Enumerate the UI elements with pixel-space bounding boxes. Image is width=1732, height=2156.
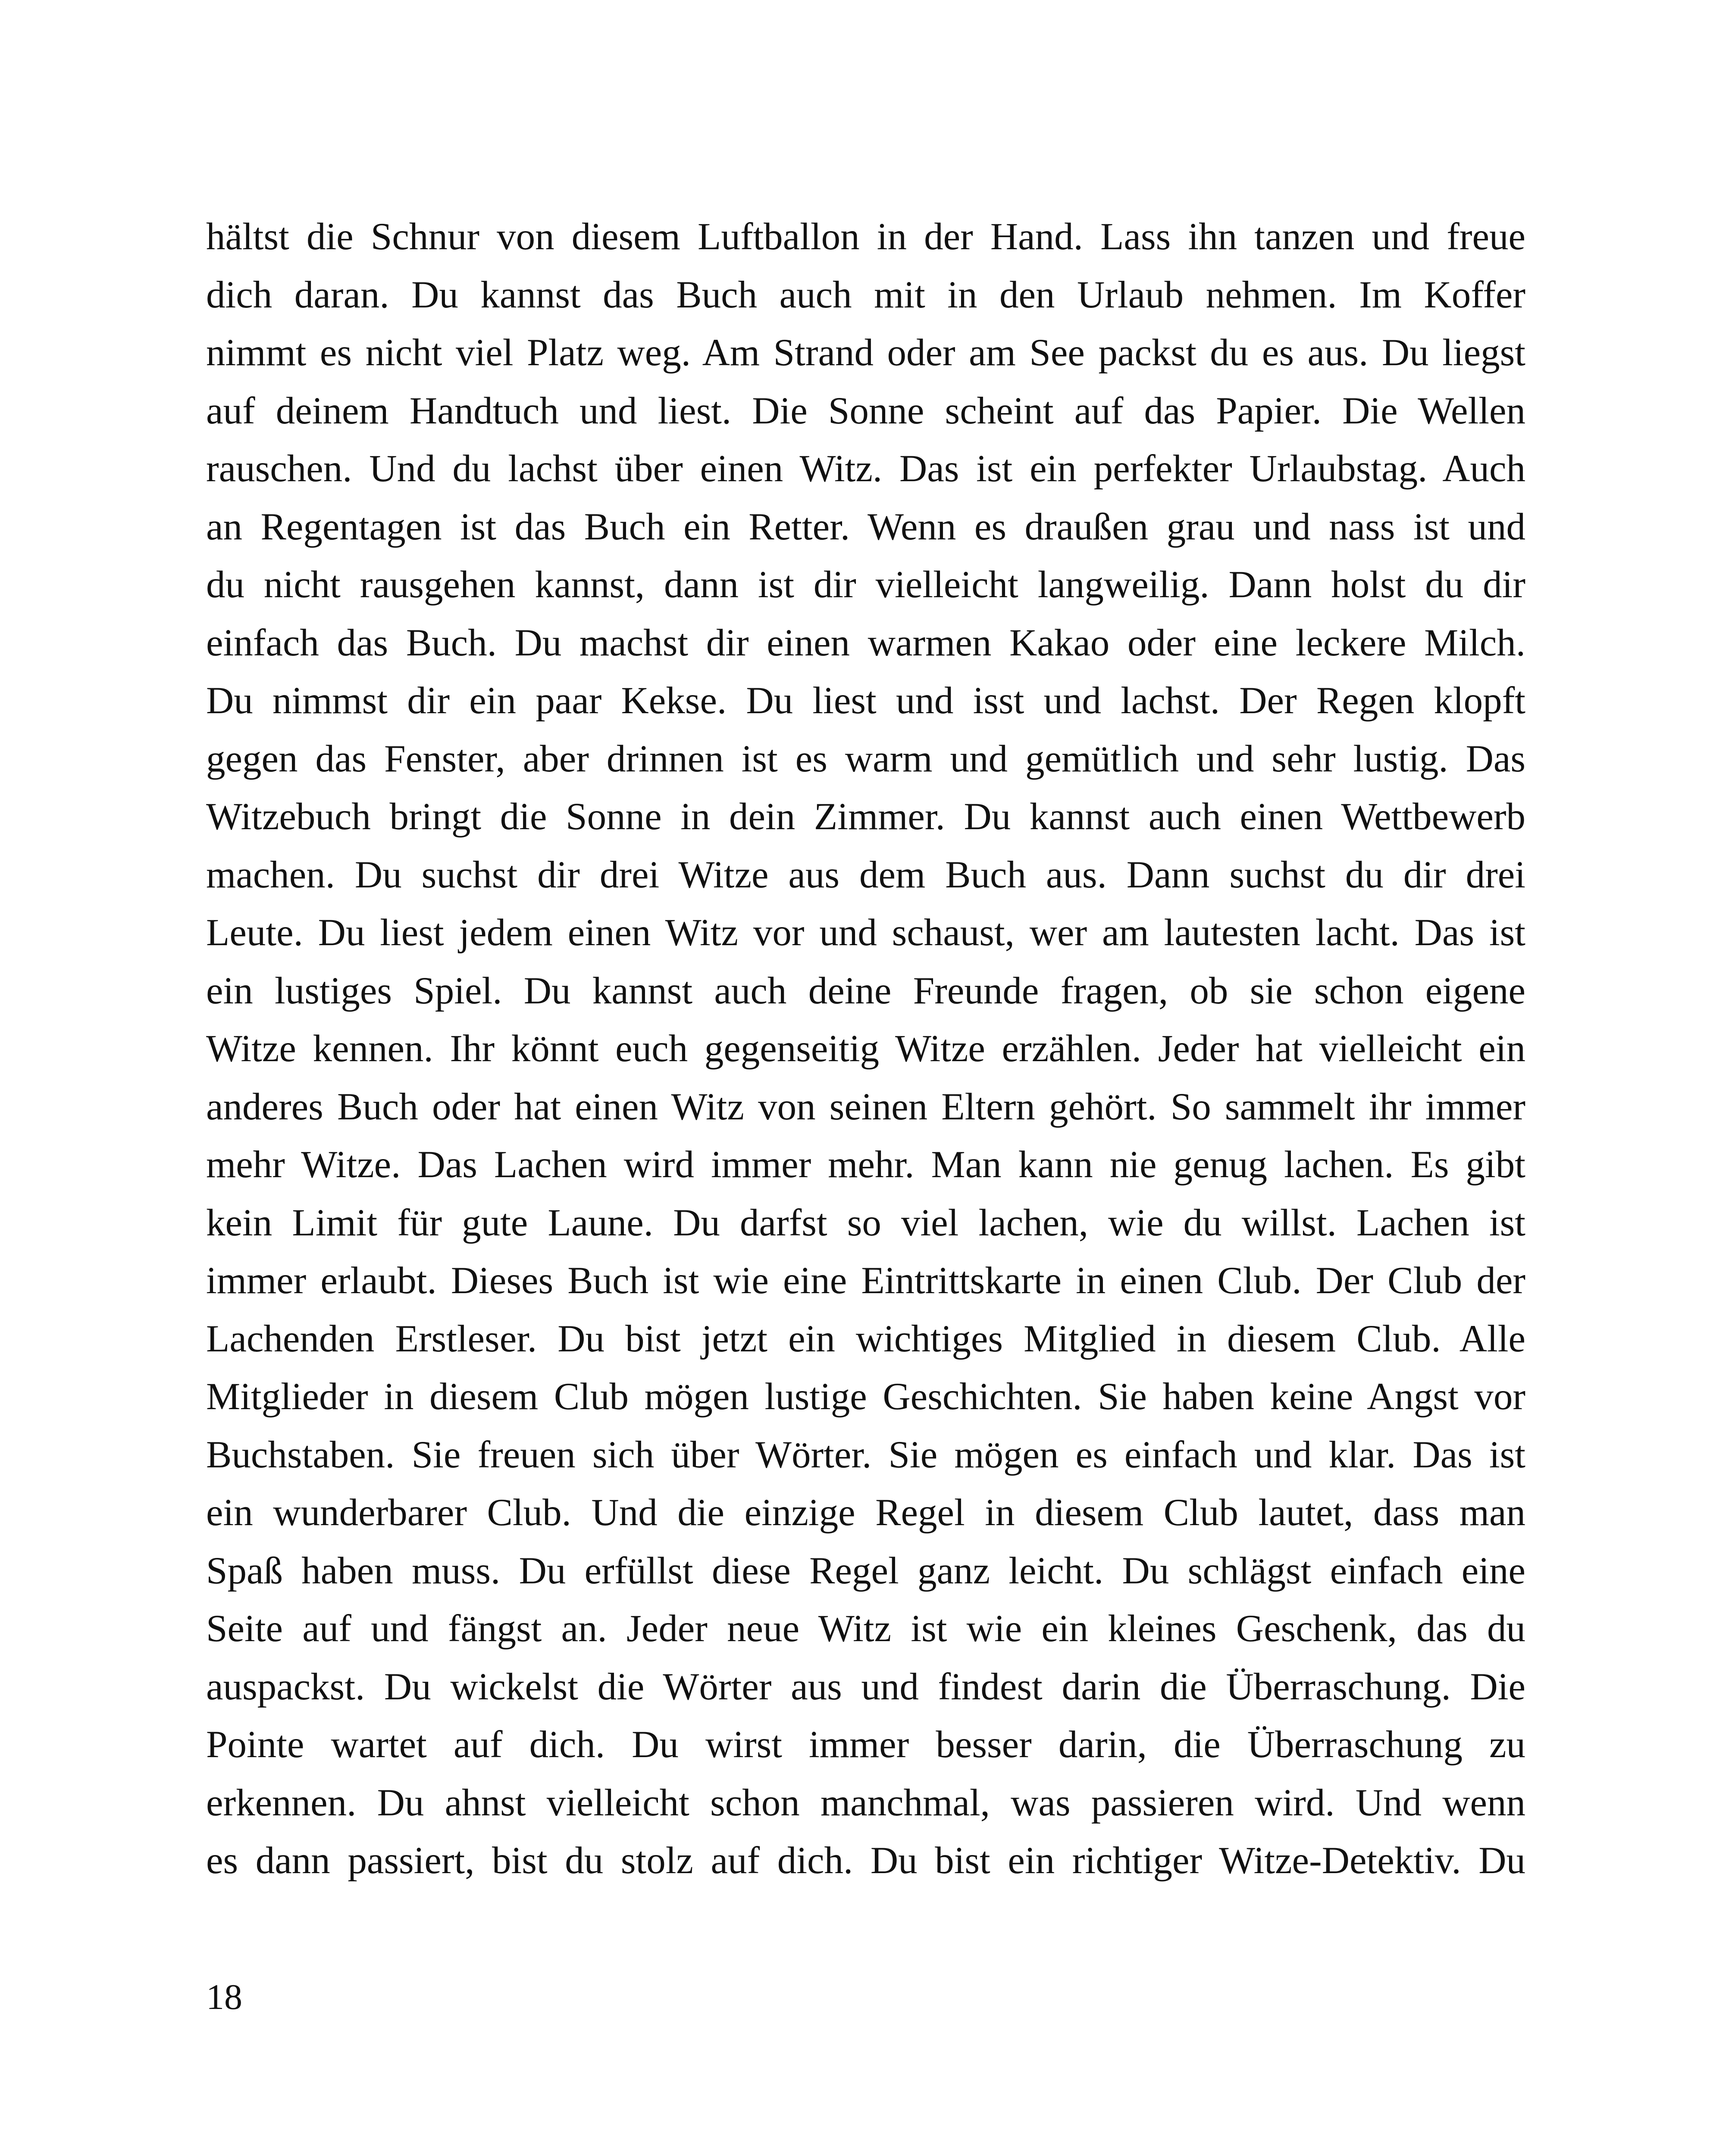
text-line: du nicht rausgehen kannst, dann ist dir vielleicht langweilig. Dann holst du dir bbox=[206, 564, 1525, 606]
text-line: Pointe wartet auf dich. Du wirst immer besser darin, die Überraschung zu bbox=[206, 1724, 1525, 1766]
text-line: Witze kennen. Ihr könnt euch gegenseitig Witze erzählen. Jeder hat vielleicht ein bbox=[206, 1028, 1525, 1070]
text-line: einfach das Buch. Du machst dir einen warmen Kakao oder eine leckere Milch. bbox=[206, 621, 1525, 664]
text-line: Witzebuch bringt die Sonne in dein Zimmer. Du kannst auch einen Wettbewerb bbox=[206, 796, 1525, 838]
text-line: ein wunderbarer Club. Und die einzige Regel in diesem Club lautet, dass man bbox=[206, 1492, 1525, 1534]
body-text bbox=[206, 208, 1525, 1890]
page-number: 18 bbox=[206, 1977, 242, 2017]
text-line: auf deinem Handtuch und liest. Die Sonne scheint auf das Papier. Die Wellen bbox=[206, 389, 1525, 432]
text-line: Du nimmst dir ein paar Kekse. Du liest und isst und lachst. Der Regen klopft bbox=[206, 680, 1525, 722]
text-line: kein Limit für gute Laune. Du darfst so viel lachen, wie du willst. Lachen ist bbox=[206, 1201, 1525, 1244]
text-line: Buchstaben. Sie freuen sich über Wörter. Sie mögen es einfach und klar. Das ist bbox=[206, 1433, 1525, 1476]
text-line: Spaß haben muss. Du erfüllst diese Regel ganz leicht. Du schlägst einfach eine bbox=[206, 1549, 1525, 1592]
text-line: ein lustiges Spiel. Du kannst auch deine Freunde fragen, ob sie schon eigene bbox=[206, 969, 1525, 1012]
text-line: Lachenden Erstleser. Du bist jetzt ein wichtiges Mitglied in diesem Club. Alle bbox=[206, 1317, 1525, 1360]
text-line: machen. Du suchst dir drei Witze aus dem Buch aus. Dann suchst du dir drei bbox=[206, 853, 1525, 896]
text-line: an Regentagen ist das Buch ein Retter. Wenn es draußen grau und nass ist und bbox=[206, 505, 1525, 548]
text-line: gegen das Fenster, aber drinnen ist es warm und gemütlich und sehr lustig. Das bbox=[206, 737, 1525, 780]
text-line: mehr Witze. Das Lachen wird immer mehr. Man kann nie genug lachen. Es gibt bbox=[206, 1144, 1525, 1186]
text-line: es dann passiert, bist du stolz auf dich. Du bist ein richtiger Witze-Detektiv. Du bbox=[206, 1839, 1525, 1882]
text-line: anderes Buch oder hat einen Witz von seinen Eltern gehört. So sammelt ihr immer bbox=[206, 1085, 1525, 1128]
text-line: rauschen. Und du lachst über einen Witz. Das ist ein perfekter Urlaubstag. Auch bbox=[206, 448, 1525, 490]
text-line: Seite auf und fängst an. Jeder neue Witz ist wie ein kleines Geschenk, das du bbox=[206, 1608, 1525, 1650]
text-line: nimmt es nicht viel Platz weg. Am Strand oder am See packst du es aus. Du liegst bbox=[206, 332, 1525, 374]
text-line: immer erlaubt. Dieses Buch ist wie eine Eintrittskarte in einen Club. Der Club der bbox=[206, 1260, 1525, 1302]
text-line: erkennen. Du ahnst vielleicht schon manchmal, was passieren wird. Und wenn bbox=[206, 1781, 1525, 1824]
text-line: dich daran. Du kannst das Buch auch mit in den Urlaub nehmen. Im Koffer bbox=[206, 273, 1525, 316]
text-line: Mitglieder in diesem Club mögen lustige Geschichten. Sie haben keine Angst vor bbox=[206, 1376, 1525, 1418]
text-line: auspackst. Du wickelst die Wörter aus und findest darin die Überraschung. Die bbox=[206, 1665, 1525, 1708]
text-line: Leute. Du liest jedem einen Witz vor und schaust, wer am lautesten lacht. Das ist bbox=[206, 912, 1525, 954]
text-line: hältst die Schnur von diesem Luftballon in der Hand. Lass ihn tanzen und freue bbox=[206, 216, 1525, 258]
